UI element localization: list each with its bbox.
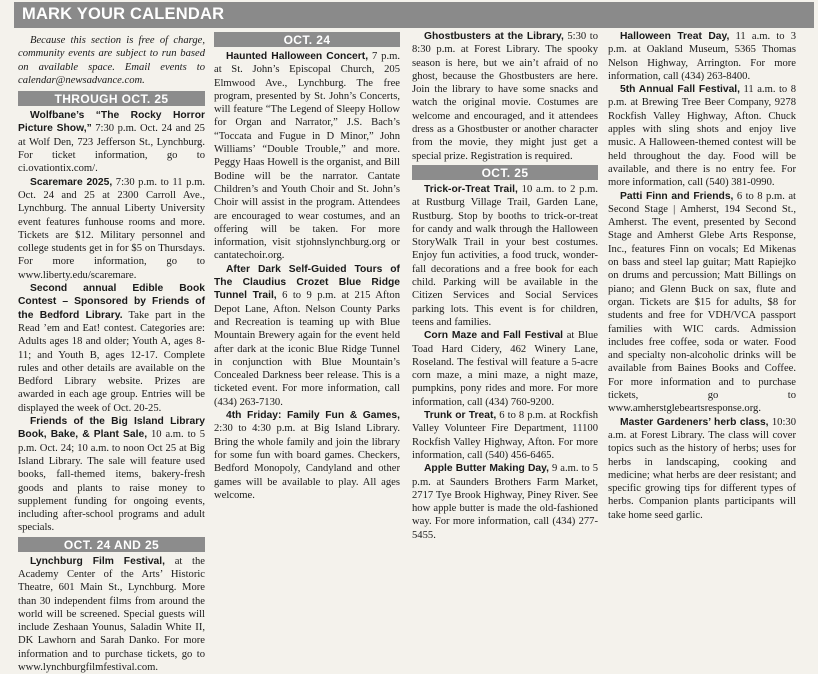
event-listing (608, 416, 796, 522)
column-1 (18, 30, 205, 674)
event-details: at Blue Toad Hard Cidery, 462 Winery Lane, Roseland. The festival will feature a 5-acre corn maze, a mini maze, a night maze, pumpkins, pony rides and more. For more information, call (434) 760-9200. (412, 330, 598, 408)
event-details: 10 a.m. to 2 p.m. at Rustburg Village Trail, Garden Lane, Rustburg. Stop by booths to trick-or-treat for candy and walk through the Halloween StoryWalk Trail in your best costumes. Enjoy fun activities, a food truck, wonder-fall decorations and a free book for each child. Parking will be available in the Citizen Services and Social Services parking lots. This event is for children, teens and families. (412, 183, 598, 328)
event-name: 5th Annual Fall Festival, (620, 84, 741, 96)
event-details: 11 a.m. to 3 p.m. at Oakland Museum, 5365 Thomas Nelson Highway, Arrington. For more information, call (434) 263-8400. (608, 31, 796, 82)
section-title: MARK YOUR CALENDAR (22, 5, 225, 23)
event-name: Apple Butter Making Day, (424, 463, 549, 475)
event-details: 7 p.m. at St. John’s Episcopal Church, 205 Elmwood Ave., Lynchburg. The free program, presented by St. John’s Concerts, will feature “The Legend of Sleepy Hollow for Organ and Narrator,” J.S. Bach’s “Toccata and Fugue in D Minor,” John Williams’ “Double Trouble,” and more. Peggy Haas Howell is the organist, and Bill Bodine will be the narrator. Cantate Children’s and Youth Choir and St. John’s Choir will assist in the program. Attendees are encouraged to wear costumes, and an offering will be taken. For more information, visit stjohnslynchburg.org or cantatechoir.org. (214, 51, 400, 262)
event-details: 7:30 p.m. Oct. 24 and 25 at Wolf Den, 723 Jefferson St., Lynchburg. For ticket information, go to ci.ovationtix.com/. (18, 123, 205, 175)
date-header-through-oct25: THROUGH OCT. 25 (18, 91, 205, 106)
event-listing (18, 109, 205, 175)
event-listing (18, 555, 205, 674)
event-listing (412, 409, 598, 462)
event-name: Scaremare 2025, (30, 176, 113, 188)
event-name: 4th Friday: Family Fun & Games, (226, 410, 400, 422)
event-details: 6 to 9 p.m. at 215 Afton Depot Lane, Afton. Nelson County Parks and Recreation is teaming up with Blue Mountain Brewery again for the event held after dark at the iconic Blue Ridge Tunnel in conjunction with Blue Mountain’s Concealed Darkness beer release. This is a ticketed event. For more information, call (434) 263-7130. (214, 290, 401, 408)
event-name: After Dark Self-Guided Tours of The Claudius Crozet Blue Ridge Tunnel Trail, (214, 263, 400, 302)
event-details: 10:30 a.m. at Forest Library. The class will cover topics such as the history of herbs; uses for herbs in landscaping, cooking and medicine; what herbs are deer resistant; and specific growing tips for different types of herbs. Companion plants participants will take home seed garlic. (608, 416, 796, 521)
event-name: Master Gardeners’ herb class, (620, 416, 769, 428)
event-name: Second annual Edible Book Contest – Sponsored by Friends of the Bedford Library. (18, 283, 205, 321)
event-details: 9 a.m. to 5 p.m. at Saunders Brothers Farm Market, 2717 Tye Brook Highway, Piney River. See how apple butter is made the old-fashioned way. For more information, call (434) 277-5455. (412, 463, 598, 541)
calendar-banner (14, 2, 814, 28)
event-name: Wolfbane’s “The Rocky Horror Picture Show,” (18, 110, 205, 135)
event-listing (18, 415, 205, 535)
event-listing (18, 282, 205, 415)
event-listing (214, 263, 400, 409)
event-listing (214, 409, 400, 502)
event-details: at the Academy Center of the Arts’ Historic Theatre, 601 Main St., Lynchburg. More than 30 independent films from around the world will be screened. Special guests will include Zeshaan Younus, Saladin White II, DK Lawhorn and Sarah Danko. For more information and to purchase tickets, go to www.lynchburgfilmfestival.com. (18, 555, 205, 674)
event-details: 11 a.m. to 8 p.m. at Brewing Tree Beer Company, 9278 Rockfish Valley Highway, Afton. Chuck apples with sling shots and enjoy live music. A Halloween-themed contest will be held throughout the day. Food will be available, and there is no entry fee. For more information, call (540) 381-0990. (608, 84, 796, 189)
event-details: 6 to 8 p.m. at Second Stage | Amherst, 194 Second St., Amherst. The event, presented by Second Stage and Amherst Glebe Arts Response, Inc., features Finn on vocals; Ed Mikenas on bass and steel lap guitar; Matt Rapiejko on drums and percussion; Matt Billings on piano; and Glenn Buck on sax, flute and organ. Tickets are $15 for adults, $8 for students and free for VDH/VCA passport families with WIC cards. Admission includes free coffee, soda or water. Food and specialty non-alcoholic drinks will be available from Baines Books and Coffee. For more information and to purchase tickets, go to www.amherstglebeartsresponse.org. (608, 190, 796, 415)
event-name: Patti Finn and Friends, (620, 190, 734, 202)
event-listing (412, 329, 598, 409)
event-listing (608, 190, 796, 416)
event-name: Ghostbusters at the Library, (424, 31, 564, 42)
event-listing (412, 462, 598, 542)
event-name: Halloween Treat Day, (620, 31, 730, 42)
event-name: Corn Maze and Fall Festival (424, 330, 564, 342)
column-4 (608, 30, 796, 572)
event-listing (18, 176, 205, 282)
event-details: Take part in the Read ’em and Eat! contest. Categories are: Adults ages 18 and older; Youth A, ages 8-11; and Youth B, ages 12-17. Complete rules and other details are available on the Bedford Library website. Prizes are awarded in each age group. Entries will be displayed the week of Oct. 20-25. (18, 309, 205, 414)
event-name: Friends of the Big Island Library Book, Bake, & Plant Sale, (18, 416, 205, 441)
date-header-oct24-25: OCT. 24 AND 25 (18, 537, 205, 552)
date-header-oct24: OCT. 24 (214, 32, 400, 47)
event-details: 2:30 to 4:30 p.m. at Big Island Library. Bring the whole family and join the library for some fun with board games. Checkers, Bedford Monopoly, Candyland and other games will be available to play. All ages welcome. (214, 423, 400, 501)
event-listing (608, 30, 796, 83)
event-details: 5:30 to 8:30 p.m. at Forest Library. The spooky season is here, but we ain’t afraid of no ghost, because the Ghostbusters are here. Join the library to have some snacks and watch the original movie. Costumes are welcome and encouraged, and it attendees dress as a Ghostbuster or another character from the movie, they might just get a special prize. Registration is required. (412, 31, 598, 162)
event-listing (214, 50, 400, 263)
event-name: Trick-or-Treat Trail, (424, 183, 518, 195)
event-name: Haunted Halloween Concert, (226, 51, 369, 62)
event-details: 6 to 8 p.m. at Rockfish Valley Volunteer Fire Department, 11100 Rockfish Valley Highway, Afton. For more information, call (540) 456-6465. (412, 410, 598, 461)
event-listing (412, 183, 598, 329)
date-header-oct25: OCT. 25 (412, 165, 598, 180)
event-name: Trunk or Treat, (424, 410, 497, 422)
event-name: Lynchburg Film Festival, (30, 555, 166, 567)
event-details: 10 a.m. to 5 p.m. Oct. 24; 10 a.m. to noon Oct 25 at Big Island Library. The sale will feature used books, fall-themed items, bakery-fresh goods and plants to raise money to supplement funding for ongoing events, including after-school programs and adult specials. (18, 429, 205, 534)
event-listing (608, 83, 796, 189)
intro-note: Because this section is free of charge, community events are subject to run based on available space. Email events to calendar@newsadvance.com. (18, 35, 205, 86)
event-listing (412, 30, 598, 163)
column-3 (412, 30, 598, 572)
column-2 (214, 30, 400, 572)
event-details: 7:30 p.m. to 11 p.m. Oct. 24 and 25 at 2300 Carroll Ave., Lynchburg. The annual Liberty University event features funhouse rooms and more. Tickets are $12. Military personnel and college students get in for $5 on Thursdays. For more information, go to www.liberty.edu/scaremare. (18, 176, 205, 281)
